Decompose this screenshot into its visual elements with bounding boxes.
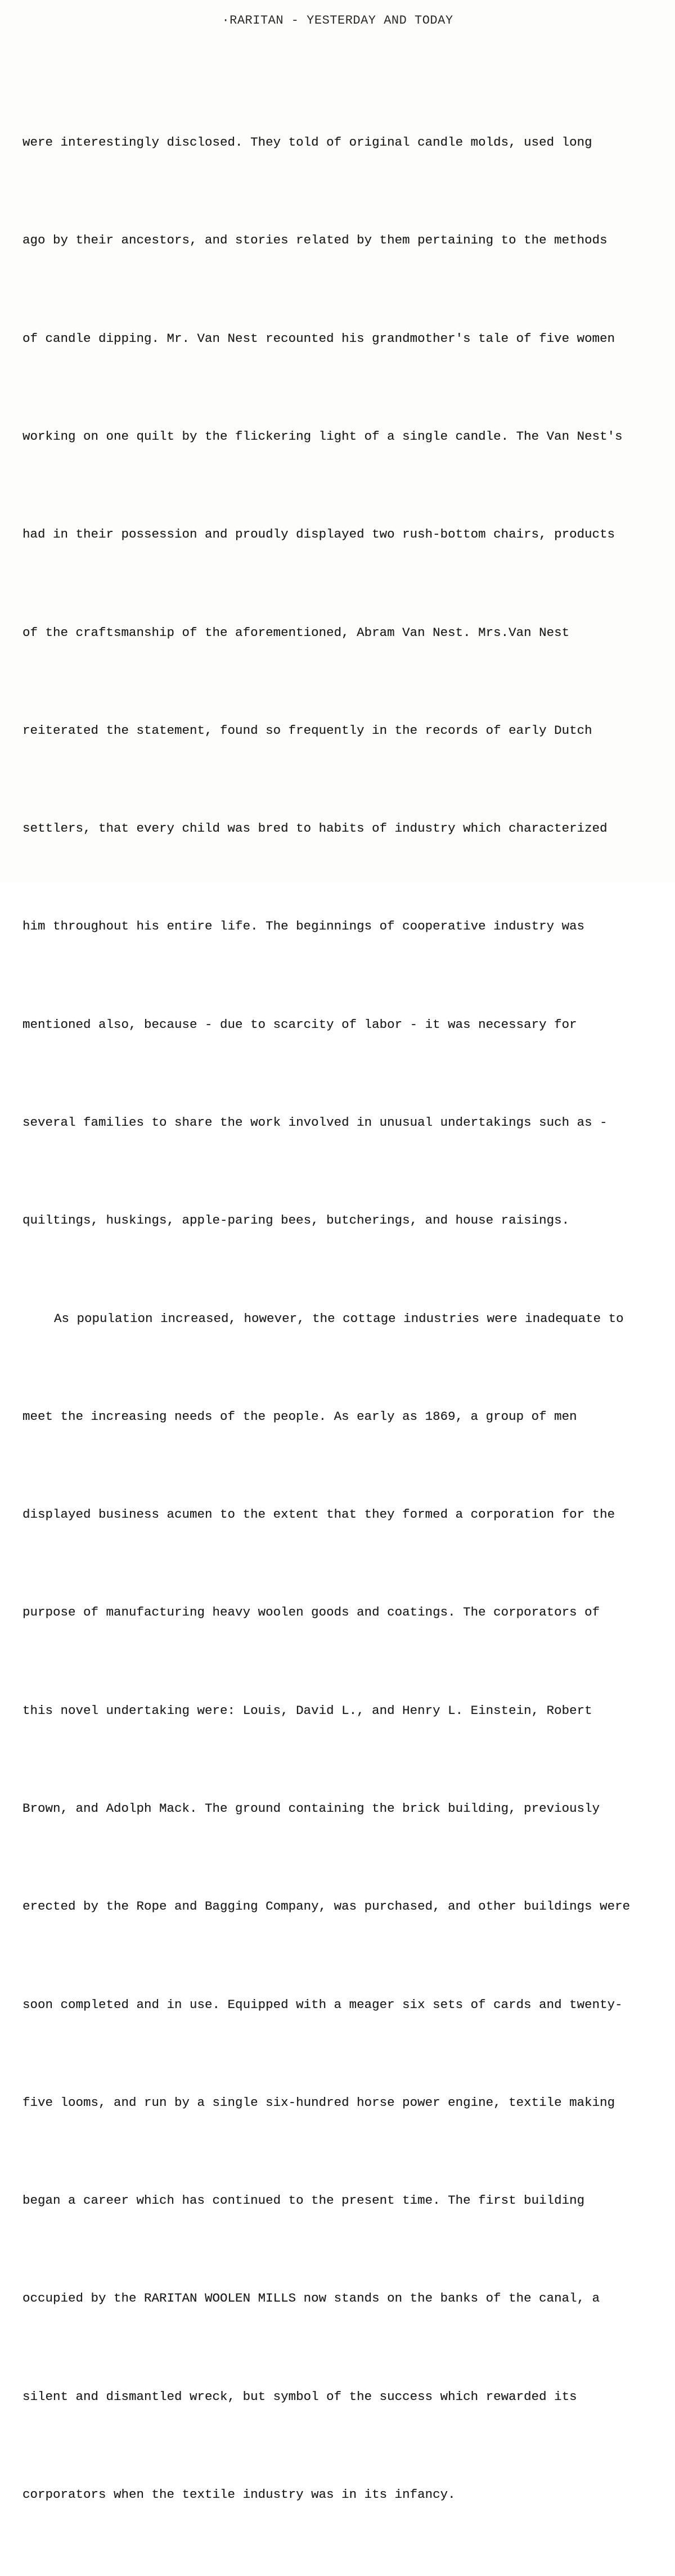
text-line-21: five looms, and run by a single six-hundred horse power engine, textile making bbox=[22, 2095, 615, 2110]
text-line-15: displayed business acumen to the extent that they formed a corporation for the bbox=[22, 1507, 615, 1522]
text-line-22: began a career which has continued to the present time. The first building bbox=[22, 2193, 585, 2208]
text-line-10: mentioned also, because - due to scarcity of labor - it was necessary for bbox=[22, 1017, 577, 1032]
text-line-24: silent and dismantled wreck, but symbol of the success which rewarded its bbox=[22, 2389, 577, 2404]
text-line-11: several families to share the work involved in unusual undertakings such as - bbox=[22, 1115, 608, 1130]
text-line-1: were interestingly disclosed. They told of original candle molds, used long bbox=[22, 135, 592, 150]
text-line-23: occupied by the RARITAN WOOLEN MILLS now stands on the banks of the canal, a bbox=[22, 2291, 600, 2306]
text-line-2: ago by their ancestors, and stories related by them pertaining to the methods bbox=[22, 233, 608, 248]
text-line-7: reiterated the statement, found so frequently in the records of early Dutch bbox=[22, 723, 592, 738]
text-line-16: purpose of manufacturing heavy woolen goods and coatings. The corporators of bbox=[22, 1605, 600, 1620]
text-line-8: settlers, that every child was bred to habits of industry which characterized bbox=[22, 821, 608, 836]
text-line-19: erected by the Rope and Bagging Company, was purchased, and other buildings were bbox=[22, 1899, 631, 1914]
running-head: ·RARITAN - YESTERDAY AND TODAY bbox=[222, 13, 453, 28]
text-line-13-paragraph-start: As population increased, however, the cottage industries were inadequate to bbox=[54, 1311, 624, 1326]
text-line-3: of candle dipping. Mr. Van Nest recounted his grandmother's tale of five women bbox=[22, 331, 615, 346]
text-line-18: Brown, and Adolph Mack. The ground containing the brick building, previously bbox=[22, 1801, 600, 1816]
text-line-12: quiltings, huskings, apple-paring bees, butcherings, and house raisings. bbox=[22, 1213, 570, 1228]
text-line-9: him throughout his entire life. The beginnings of cooperative industry was bbox=[22, 919, 585, 934]
text-line-17: this novel undertaking were: Louis, David L., and Henry L. Einstein, Robert bbox=[22, 1703, 592, 1718]
text-line-5: had in their possession and proudly displayed two rush-bottom chairs, products bbox=[22, 527, 615, 542]
body-text bbox=[22, 61, 664, 2576]
text-line-25: corporators when the textile industry was in its infancy. bbox=[22, 2487, 456, 2502]
text-line-6: of the craftsmanship of the aforementioned, Abram Van Nest. Mrs.Van Nest bbox=[22, 625, 570, 640]
text-line-20: soon completed and in use. Equipped with a meager six sets of cards and twenty- bbox=[22, 1997, 623, 2012]
text-line-4: working on one quilt by the flickering light of a single candle. The Van Nest's bbox=[22, 429, 623, 444]
text-line-14: meet the increasing needs of the people. As early as 1869, a group of men bbox=[22, 1409, 577, 1424]
